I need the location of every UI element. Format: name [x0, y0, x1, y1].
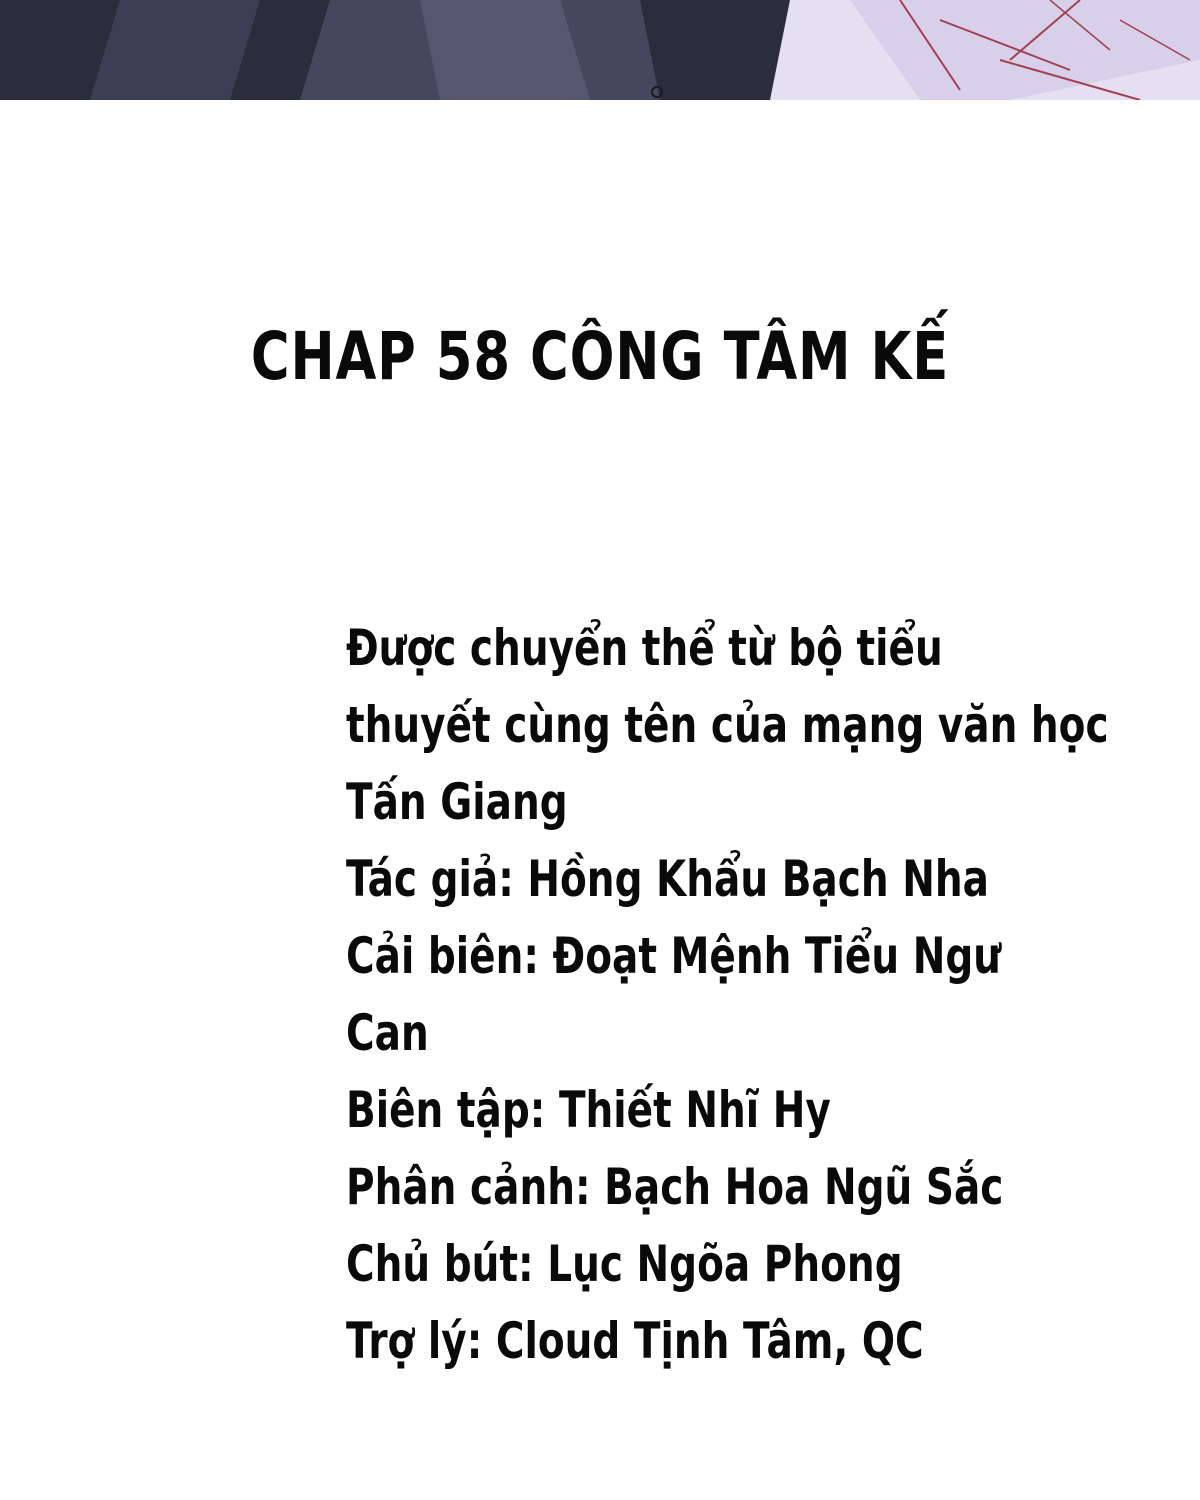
- credits-block: [346, 610, 1109, 1380]
- jacket-fold: [90, 0, 260, 100]
- jacket-highlight: [420, 0, 590, 100]
- credit-line: Tấn Giang: [346, 773, 568, 831]
- credit-line: Được chuyển thể từ bộ tiểu: [346, 619, 943, 677]
- credit-line: Can: [346, 1004, 429, 1062]
- credit-line-main-artist: Chủ bút: Lục Ngõa Phong: [346, 1235, 903, 1293]
- credit-line-assistant: Trợ lý: Cloud Tịnh Tâm, QC: [346, 1312, 924, 1370]
- jacket-right: [640, 0, 790, 100]
- comic-art-panel: [0, 0, 1200, 100]
- credit-line-editor: Biên tập: Thiết Nhĩ Hy: [346, 1081, 831, 1139]
- credit-line-storyboard: Phân cảnh: Bạch Hoa Ngũ Sắc: [346, 1158, 1004, 1216]
- chapter-title: CHAP 58 CÔNG TÂM KẾ: [250, 318, 950, 395]
- credit-line: thuyết cùng tên của mạng văn học: [346, 696, 1109, 754]
- artwork-illustration: [0, 0, 1200, 100]
- credit-line-author: Tác giả: Hồng Khẩu Bạch Nha: [346, 850, 989, 908]
- credit-line-adaptation: Cải biên: Đoạt Mệnh Tiểu Ngư: [346, 927, 1002, 985]
